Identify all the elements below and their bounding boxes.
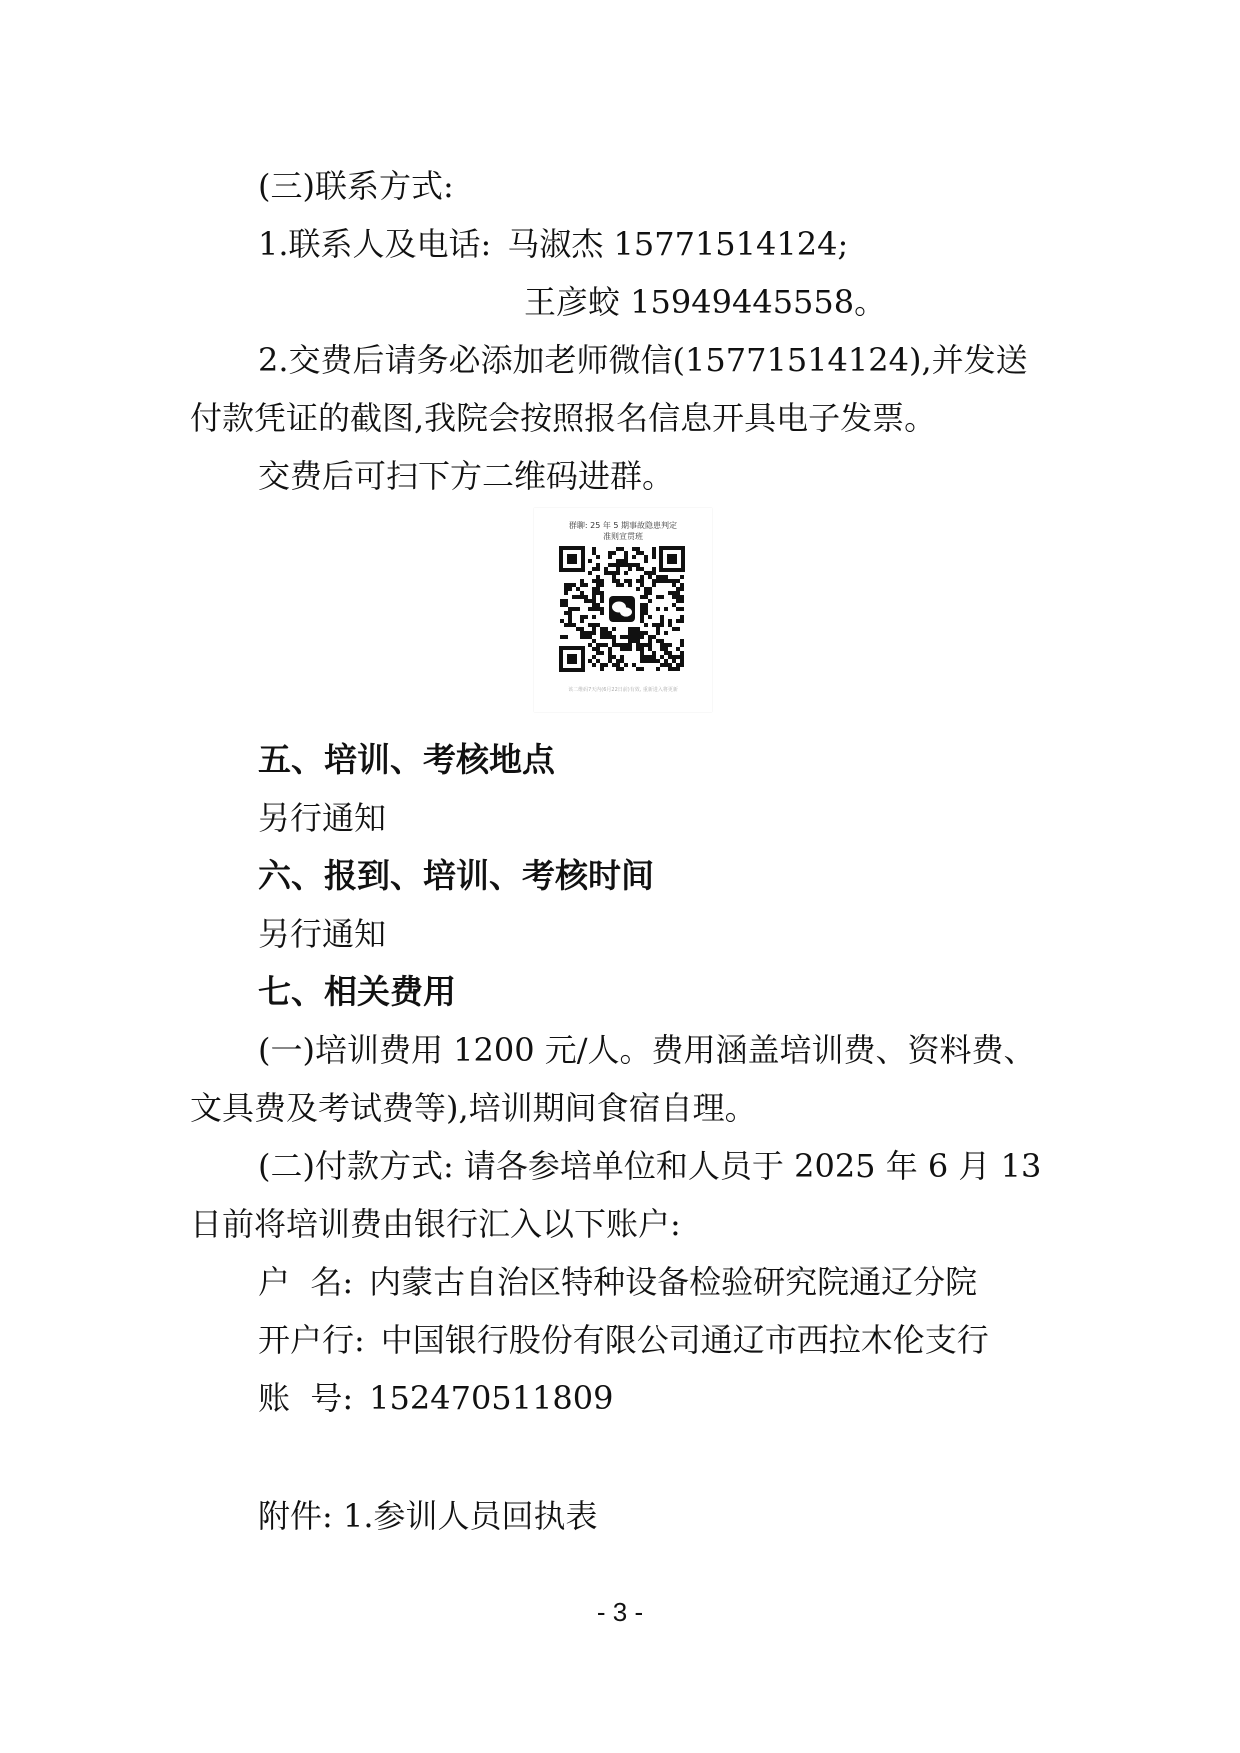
qr-title-1: 群聊: 25 年 5 期事故隐患判定	[568, 521, 678, 530]
fee-line-1: (一)培训费用 1200 元/人。费用涵盖培训费、资料费、	[258, 1031, 1036, 1069]
bank-value: 中国银行股份有限公司通辽市西拉木伦支行	[380, 1321, 989, 1359]
contact-label: 1.联系人及电话:	[258, 225, 492, 263]
account-number-row	[258, 1378, 613, 1418]
account-number-value: 152470511809	[369, 1379, 614, 1417]
qr-title-2: 准则宣贯班	[603, 532, 643, 541]
account-number-label: 账 号:	[258, 1379, 354, 1417]
bank-row	[258, 1320, 989, 1360]
wechat-line-1: 2.交费后请务必添加老师微信(15771514124),并发送	[258, 341, 1028, 379]
payment-line-1: (二)付款方式: 请各参培单位和人员于 2025 年 6 月 13	[258, 1147, 1042, 1185]
account-name-row	[258, 1262, 977, 1302]
section-6-title: 六、报到、培训、考核时间	[258, 856, 654, 895]
contact-line-1	[258, 224, 848, 264]
wechat-line-2: 付款凭证的截图,我院会按照报名信息开具电子发票。	[190, 399, 937, 437]
contact-heading: (三)联系方式:	[258, 167, 454, 205]
payment-line-2: 日前将培训费由银行汇入以下账户:	[190, 1205, 681, 1243]
group-qr-card[interactable]	[534, 508, 712, 712]
account-name-value: 内蒙古自治区特种设备检验研究院通辽分院	[369, 1263, 978, 1301]
fee-line-2: 文具费及考试费等),培训期间食宿自理。	[190, 1089, 757, 1127]
page-number: - 3 -	[596, 1597, 644, 1627]
qr-code[interactable]	[559, 546, 685, 672]
section-7-title: 七、相关费用	[258, 972, 456, 1011]
account-name-label: 户 名:	[258, 1263, 354, 1301]
contact-person-2: 王彦蛟 15949445558。	[524, 283, 887, 321]
attachment-line: 附件: 1.参训人员回执表	[258, 1497, 598, 1535]
section-5-title: 五、培训、考核地点	[258, 740, 555, 779]
contact-person-1: 马淑杰 15771514124;	[507, 225, 849, 263]
section-6-body: 另行通知	[258, 915, 387, 953]
qr-footer: 该二维码7天内(6月22日前)有效, 重新进入将更新	[568, 687, 678, 693]
scan-text: 交费后可扫下方二维码进群。	[258, 457, 675, 495]
section-5-body: 另行通知	[258, 799, 387, 837]
bank-label: 开户行:	[258, 1321, 365, 1359]
